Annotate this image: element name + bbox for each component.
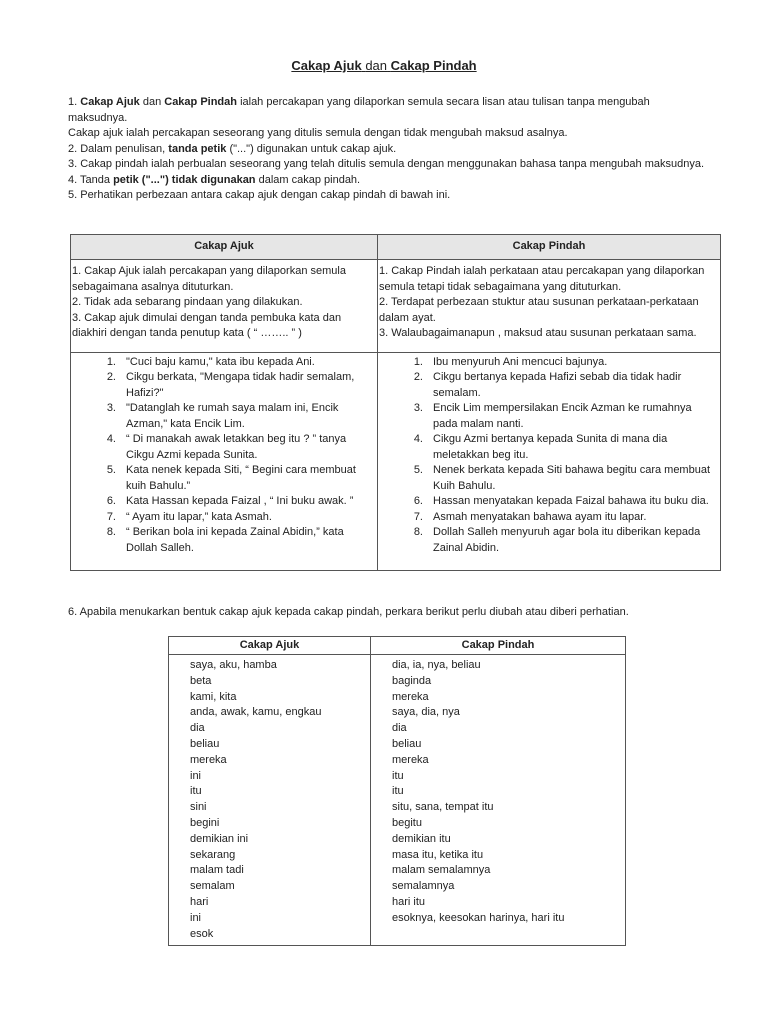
list-item: 4. Cikgu Azmi bertanya kepada Sunita di mana dia meletakkan beg itu. [378,432,716,463]
ajuk-term: sini [190,801,207,814]
pindah-example: Dollah Salleh menyuruh agar bola itu diberikan kepada Zainal Abidin. [433,526,701,554]
intro-p4-text-2: dalam cakap pindah. [258,173,361,186]
ajuk-example: “ Ayam itu lapar,” kata Asmah. [126,510,272,523]
intro-point-1b: Cakap ajuk ialah percakapan seseorang yang ditulis semula dengan tidak mengubah maksud asalnya. [68,127,568,139]
ajuk-examples-list [71,355,373,557]
ajuk-term: demikian ini [190,832,249,845]
ajuk-term: ini [190,911,202,924]
pindah-term: malam semalamnya [392,864,491,877]
intro-p2-text-2: ("...") digunakan untuk cakap ajuk. [229,142,397,155]
ajuk-definition: 2. Tidak ada sebarang pindaan yang dilakukan. [72,296,303,308]
list-item: 8. “ Berikan bola ini kepada Zainal Abidin,” kata Dollah Salleh. [71,525,373,556]
pindah-term: demikian itu [392,832,451,845]
list-item: 6. Kata Hassan kepada Faizal , “ Ini buku awak. ” [71,494,373,510]
intro-point-6: 6. Apabila menukarkan bentuk cakap ajuk kepada cakap pindah, perkara berikut perlu diubah atau diberi perhatian. [68,606,629,618]
list-item: 1. Ibu menyuruh Ani mencuci bajunya. [378,355,716,371]
intro-point-5: 5. Perhatikan perbezaan antara cakap ajuk dengan cakap pindah di bawah ini. [68,189,451,201]
intro-p1-text-2: ialah percakapan yang dilaporkan semula secara lisan atau tulisan tanpa mengubah maksudnya. [68,96,650,124]
pindah-examples-cell [378,352,721,571]
title-part-2: dan [365,58,388,73]
pindah-examples-list [378,355,716,557]
ajuk-term: hari [190,895,209,908]
pindah-term: mereka [392,690,429,703]
list-item: 3. Encik Lim mempersilakan Encik Azman ke rumahnya pada malam nanti. [378,401,716,432]
list-item: 5. Kata nenek kepada Siti, “ Begini cara membuat kuih Bahulu.” [71,463,373,494]
conversion-header-ajuk: Cakap Ajuk [169,637,371,655]
list-item: 2. Cikgu bertanya kepada Hafizi sebab dia tidak hadir semalam. [378,370,716,401]
pindah-definitions-cell [378,260,721,353]
intro-section [68,95,708,204]
ajuk-term: kami, kita [190,690,237,703]
intro-p4-bold: petik ("...") tidak digunakan [113,173,256,186]
intro-p2-bold: tanda petik [168,142,227,155]
ajuk-examples-cell [71,352,378,571]
pindah-term: itu [392,785,404,798]
intro-p4-text-1: 4. Tanda [68,173,111,186]
conversion-ajuk-list [170,656,369,944]
pindah-example: Ibu menyuruh Ani mencuci bajunya. [433,355,608,368]
pindah-example: Hassan menyatakan kepada Faizal bahawa itu buku dia. [433,495,709,507]
intro-p1-text-1: dan [142,96,162,108]
list-item: 2. Cikgu berkata, "Mengapa tidak hadir semalam, Hafizi?" [71,370,373,401]
intro-point-2 [68,142,708,158]
ajuk-term: semalam [190,880,235,893]
pindah-term: masa itu, ketika itu [392,848,484,861]
ajuk-term: saya, aku, hamba [190,659,277,671]
intro-p1-bold-2: Cakap Pindah [164,96,237,108]
ajuk-term: beta [190,674,212,687]
pindah-example: Asmah menyatakan bahawa ayam itu lapar. [433,510,647,523]
ajuk-definitions-cell [71,260,378,353]
pindah-term: saya, dia, nya [392,706,460,719]
list-item: 3. "Datanglah ke rumah saya malam ini, Encik Azman," kata Encik Lim. [71,401,373,432]
ajuk-term: mereka [190,753,227,766]
conversion-pindah-list [372,656,624,929]
ajuk-definition: 3. Cakap ajuk dimulai dengan tanda pembuka kata dan diakhiri dengan tanda penutup kata ( “ …….. ” ) [72,311,342,339]
ajuk-example: "Datanglah ke rumah saya malam ini, Encik Azman," kata Encik Lim. [126,402,339,430]
list-item: 7. “ Ayam itu lapar,” kata Asmah. [71,510,373,526]
ajuk-term: beliau [190,737,220,750]
ajuk-example: “ Di manakah awak letakkan beg itu ? ” tanya Cikgu Azmi kepada Sunita. [126,433,347,461]
ajuk-term: malam tadi [190,864,244,877]
ajuk-example: Kata nenek kepada Siti, “ Begini cara membuat kuih Bahulu.” [126,464,356,492]
list-item: 6. Hassan menyatakan kepada Faizal bahawa itu buku dia. [378,494,716,510]
intro-point-1 [68,95,708,126]
pindah-definition: 2. Terdapat perbezaan stuktur atau susunan perkataan-perkataan dalam ayat. [379,296,699,324]
conversion-table [168,636,626,946]
list-item: 1. "Cuci baju kamu," kata ibu kepada Ani. [71,355,373,371]
pindah-term: semalamnya [392,880,455,893]
intro-p1-bold-1: Cakap Ajuk [80,96,140,108]
title-part-3: Cakap Pindah [390,58,477,73]
intro-point-4 [68,173,708,189]
pindah-term: mereka [392,753,429,766]
comparison-header-ajuk: Cakap Ajuk [71,235,378,260]
list-item: 4. “ Di manakah awak letakkan beg itu ? ” tanya Cikgu Azmi kepada Sunita. [71,432,373,463]
comparison-header-pindah: Cakap Pindah [378,235,721,260]
ajuk-example: “ Berikan bola ini kepada Zainal Abidin,” kata Dollah Salleh. [126,526,344,554]
conversion-ajuk-column [169,655,371,946]
pindah-term: dia, ia, nya, beliau [392,659,481,671]
pindah-term: beliau [392,737,422,750]
title-part-1: Cakap Ajuk [291,58,362,73]
pindah-example: Cikgu bertanya kepada Hafizi sebab dia tidak hadir semalam. [433,371,682,399]
ajuk-term: dia [190,722,205,735]
ajuk-term: anda, awak, kamu, engkau [190,706,322,719]
conversion-pindah-column [371,655,626,946]
intro-p2-text-1: 2. Dalam penulisan, [68,142,166,155]
ajuk-term: sekarang [190,848,236,861]
pindah-term: dia [392,722,407,735]
conversion-header-pindah: Cakap Pindah [371,637,626,655]
list-item: 7. Asmah menyatakan bahawa ayam itu lapar. [378,510,716,526]
list-item: 5. Nenek berkata kepada Siti bahawa begitu cara membuat Kuih Bahulu. [378,463,716,494]
comparison-table [70,234,721,571]
ajuk-example: Cikgu berkata, "Mengapa tidak hadir semalam, Hafizi?" [126,371,355,399]
ajuk-term: esok [190,927,214,940]
pindah-example: Nenek berkata kepada Siti bahawa begitu cara membuat Kuih Bahulu. [433,464,711,492]
pindah-example: Cikgu Azmi bertanya kepada Sunita di mana dia meletakkan beg itu. [433,433,668,461]
ajuk-term: itu [190,785,202,798]
list-item: 8. Dollah Salleh menyuruh agar bola itu diberikan kepada Zainal Abidin. [378,525,716,556]
pindah-term: hari itu [392,895,426,908]
ajuk-definition: 1. Cakap Ajuk ialah percakapan yang dilaporkan semula sebagaimana asalnya dituturkan. [72,265,346,293]
pindah-example: Encik Lim mempersilakan Encik Azman ke rumahnya pada malam nanti. [433,402,692,430]
pindah-definition: 1. Cakap Pindah ialah perkataan atau percakapan yang dilaporkan semula tetapi tidak sebagaimana yang dituturkan. [379,265,705,293]
intro-p1-num: 1. [68,96,78,108]
page-title [0,58,768,74]
pindah-term: itu [392,769,404,782]
pindah-term: esoknya, keesokan harinya, hari itu [392,911,565,924]
ajuk-term: ini [190,769,202,782]
intro-point-3: 3. Cakap pindah ialah perbualan seseorang yang telah ditulis semula dengan menggunakan bahasa tanpa mengubah maksudnya. [68,158,705,170]
pindah-term: situ, sana, tempat itu [392,801,494,814]
pindah-term: begitu [392,816,422,829]
ajuk-term: begini [190,816,220,829]
pindah-definition: 3. Walaubagaimanapun , maksud atau susunan perkataan sama. [379,327,697,339]
pindah-term: baginda [392,674,432,687]
ajuk-example: "Cuci baju kamu," kata ibu kepada Ani. [126,355,315,368]
ajuk-example: Kata Hassan kepada Faizal , “ Ini buku awak. ” [126,495,354,507]
